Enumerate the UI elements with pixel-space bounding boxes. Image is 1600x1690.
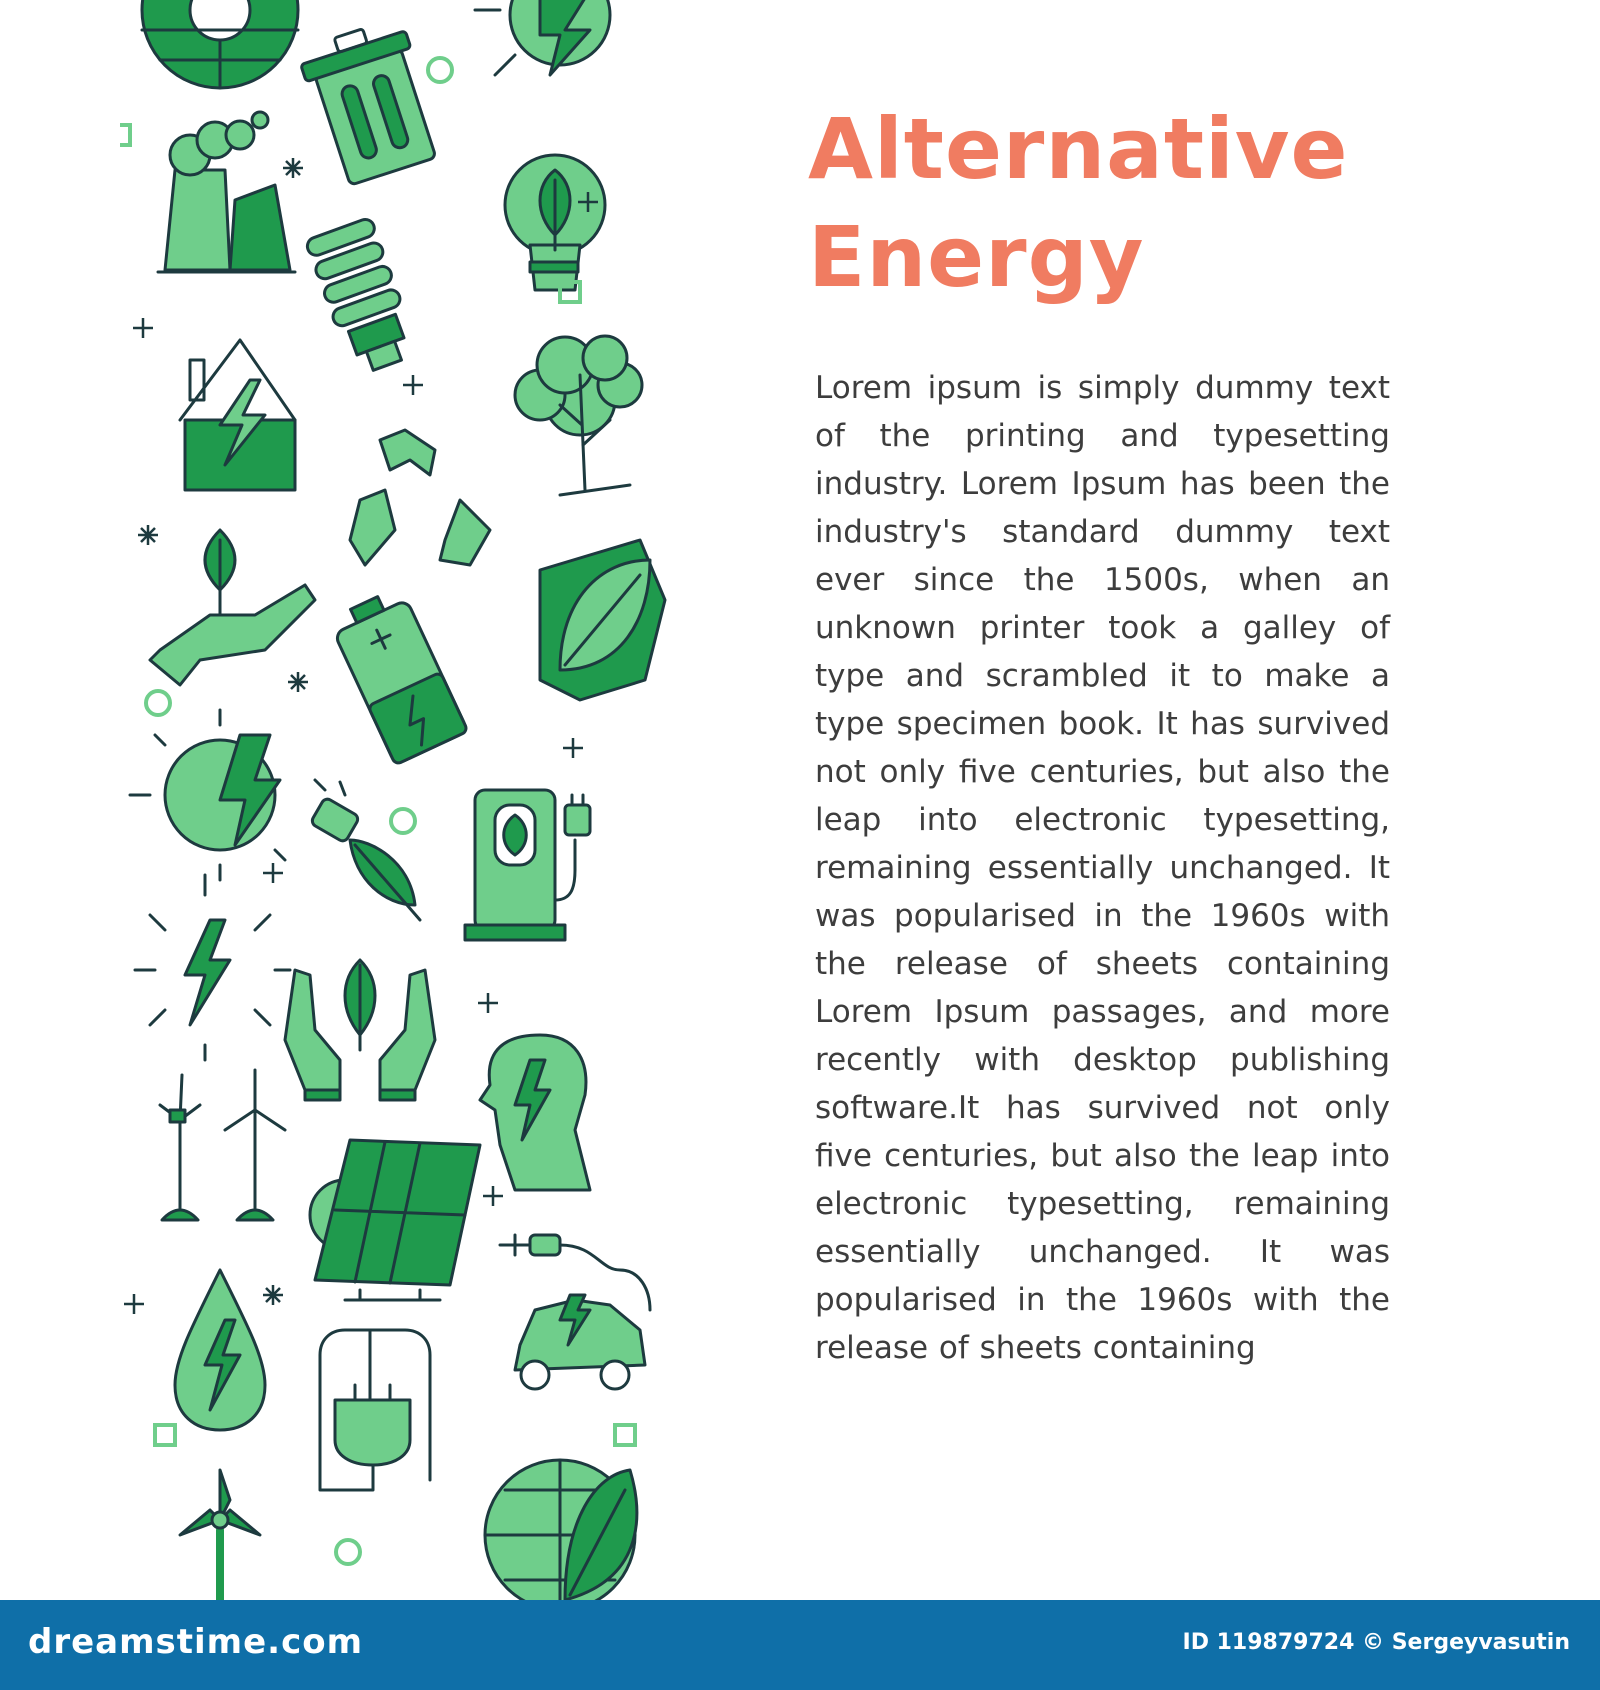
energy-saving-bulb-icon xyxy=(305,217,420,377)
hand-leaf-icon xyxy=(150,530,315,685)
sun-lightning-icon xyxy=(475,0,610,75)
leaf-shield-icon xyxy=(540,540,665,700)
globe-icon xyxy=(142,0,298,88)
wind-turbine-icon xyxy=(180,1470,260,1600)
tree-icon xyxy=(515,336,642,495)
lightning-spark-icon xyxy=(135,875,290,1060)
watermark-footer xyxy=(0,1600,1600,1690)
solar-lightning-icon xyxy=(130,710,285,880)
page-title xyxy=(808,95,1428,311)
eco-house-icon xyxy=(180,340,295,490)
recycle-icon xyxy=(350,430,490,565)
head-lightning-icon xyxy=(480,1035,590,1190)
wind-turbines-icon xyxy=(160,1070,285,1220)
title-line-1: Alternative xyxy=(808,100,1349,198)
socket-plug-icon xyxy=(320,1330,430,1490)
factory-icon xyxy=(158,112,295,272)
solar-panel-icon xyxy=(310,1140,480,1300)
battery-icon xyxy=(328,586,468,765)
hands-leaf-icon xyxy=(285,960,435,1100)
title-line-2: Energy xyxy=(808,208,1145,306)
globe-leaf-icon xyxy=(485,1460,637,1600)
water-drop-lightning-icon xyxy=(175,1270,265,1430)
eco-bulb-icon xyxy=(505,155,605,290)
footer-credit: ID 119879724 © Sergeyvasutin xyxy=(1182,1630,1570,1655)
trash-can-icon xyxy=(296,16,445,188)
body-paragraph: Lorem ipsum is simply dummy text of the printing and typesetting industry. Lorem Ipsum has been the industry's standard dummy text ever since the 1500s, when an unknown printer took a galley of type and scrambled it to make a type specimen book. It has survived not only five centuries, but also the leap into electronic typesetting, remaining essentially unchanged. It was popularised in the 1960s with the release of sheets containing Lorem Ipsum passages, and more recently with desktop publishing software.It has survived not only five centuries, but also the leap into electronic typesetting, remaining essentially unchanged. It was popularised in the 1960s with the release of sheets containing xyxy=(815,370,1390,1366)
eco-icons-column xyxy=(120,0,680,1600)
plug-leaf-icon xyxy=(310,780,420,920)
electric-car-icon xyxy=(500,1235,650,1389)
footer-brand: dreamstime.com xyxy=(28,1622,364,1662)
charging-station-icon xyxy=(465,790,590,940)
